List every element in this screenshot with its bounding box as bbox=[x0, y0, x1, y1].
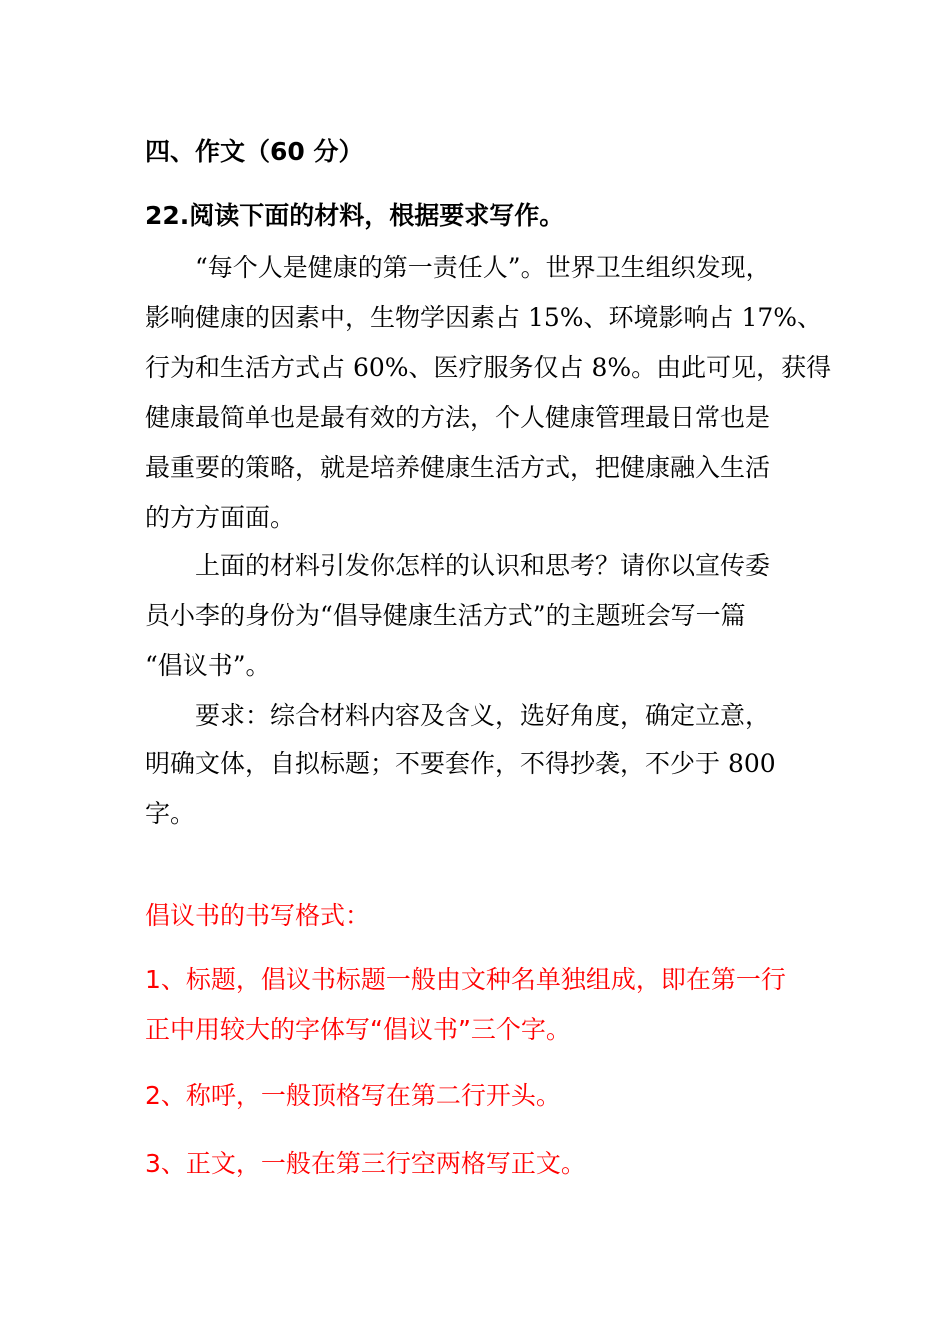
format-item-2: 2、称呼，一般顶格写在第二行开头。 bbox=[145, 1081, 561, 1110]
requirement-line-1: 要求：综合材料内容及含义，选好角度，确定立意， bbox=[195, 701, 771, 730]
section-heading: 四、作文（60 分） bbox=[145, 137, 364, 166]
requirement-line-3: 字。 bbox=[145, 799, 196, 828]
format-notes-title: 倡议书的书写格式： bbox=[145, 901, 371, 930]
material-line-5: 最重要的策略，就是培养健康生活方式，把健康融入生活 bbox=[145, 453, 771, 482]
prompt-line-2: 员小李的身份为“倡导健康生活方式”的主题班会写一篇 bbox=[145, 601, 746, 630]
requirement-line-2: 明确文体，自拟标题；不要套作，不得抄袭，不少于 800 bbox=[145, 749, 776, 778]
format-item-1-line-2: 正中用较大的字体写“倡议书”三个字。 bbox=[145, 1015, 571, 1044]
material-line-3: 行为和生活方式占 60%、医疗服务仅占 8%。由此可见，获得 bbox=[145, 353, 832, 382]
format-item-3: 3、正文，一般在第三行空两格写正文。 bbox=[145, 1149, 586, 1178]
format-item-1-line-1: 1、标题，倡议书标题一般由文种名单独组成，即在第一行 bbox=[145, 965, 786, 994]
material-line-4: 健康最简单也是最有效的方法，个人健康管理最日常也是 bbox=[145, 403, 771, 432]
prompt-line-1: 上面的材料引发你怎样的认识和思考？请你以宣传委 bbox=[195, 551, 771, 580]
material-line-2: 影响健康的因素中，生物学因素占 15%、环境影响占 17%、 bbox=[145, 303, 823, 332]
material-line-1: “每个人是健康的第一责任人”。世界卫生组织发现， bbox=[195, 253, 771, 282]
question-title: 22.阅读下面的材料，根据要求写作。 bbox=[145, 201, 565, 230]
prompt-line-3: “倡议书”。 bbox=[145, 651, 271, 680]
material-line-6: 的方方面面。 bbox=[145, 503, 296, 532]
